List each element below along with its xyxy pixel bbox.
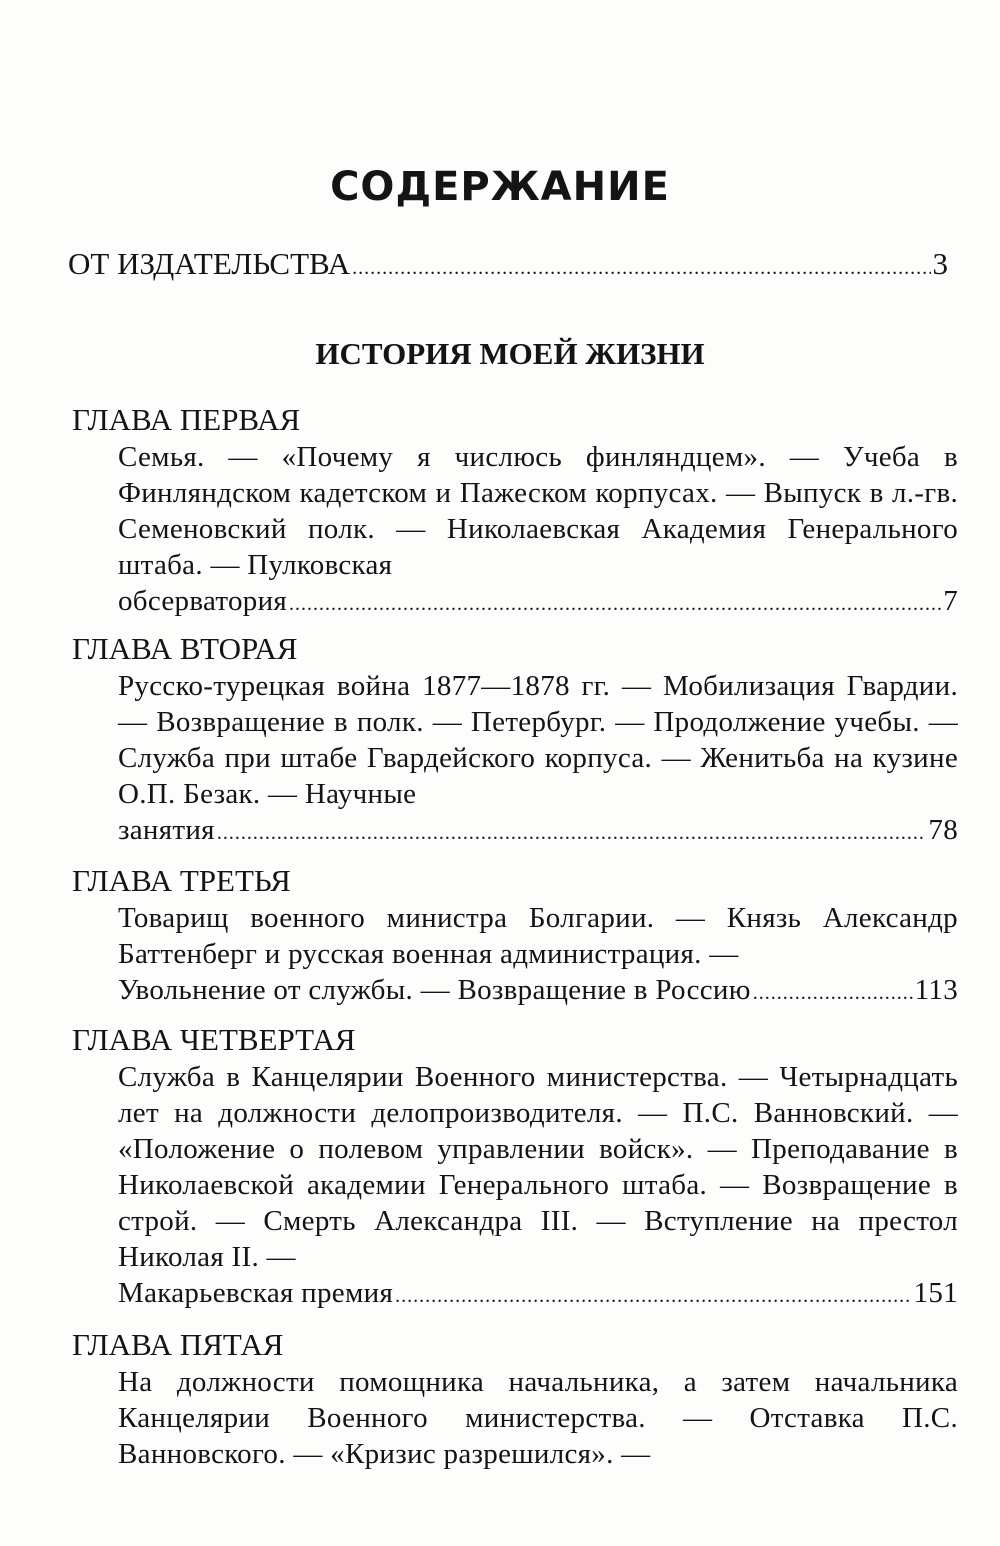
chapter-description <box>118 1059 958 1314</box>
toc-entry-label: ОТ ИЗДАТЕЛЬСТВА <box>68 246 351 281</box>
toc-entry-publisher[interactable] <box>68 244 948 288</box>
toc-chapter-4[interactable] <box>72 1021 958 1314</box>
page-title: СОДЕРЖАНИЕ <box>330 164 670 210</box>
chapter-summary: Товарищ военного министра Болгарии. — Князь Александр Баттенберг и русская военная администрация. — <box>118 902 958 970</box>
chapter-summary: На должности помощника начальника, а затем начальника Канцелярии Военного министерства. — Отставка П.С. Ванновского. — «Кризис разрешился». — <box>118 1366 958 1470</box>
toc-page-number: 113 <box>914 974 958 1006</box>
toc-chapter-5[interactable] <box>72 1326 958 1472</box>
chapter-summary: Русско-турецкая война 1877—1878 гг. — Мобилизация Гвардии. — Возвращение в полк. — Петербург. — Продолжение учебы. — Служба при штабе Гвардейского корпуса. — Женитьба на кузине О.П. Безак. — Научные <box>118 670 958 810</box>
chapter-title: ГЛАВА ЧЕТВЕРТАЯ <box>72 1022 356 1057</box>
chapter-summary-end: занятия <box>118 814 215 846</box>
toc-page-number: 78 <box>928 814 958 846</box>
chapter-summary-end: Макарьевская премия <box>118 1277 394 1309</box>
chapter-description <box>118 900 958 1011</box>
dot-leader <box>395 1275 912 1314</box>
chapter-summary: Служба в Канцелярии Военного министерства. — Четырнадцать лет на должности делопроизводителя. — П.С. Ванновский. — «Положение о полевом управлении войск». — Преподавание в Николаевской академии Генерального штаба. — Возвращение в строй. — Смерть Александра III. — Вступление на престол Николая II. — <box>118 1061 958 1273</box>
toc-page-number: 7 <box>943 585 958 617</box>
chapter-summary-end: Увольнение от службы. — Возвращение в Россию <box>118 974 751 1006</box>
chapter-title: ГЛАВА ТРЕТЬЯ <box>72 863 291 898</box>
chapter-summary-end: обсерватория <box>118 585 288 617</box>
part-title: ИСТОРИЯ МОЕЙ ЖИЗНИ <box>315 336 705 371</box>
dot-leader <box>217 812 927 851</box>
toc-chapter-1[interactable] <box>72 401 958 622</box>
toc-chapter-3[interactable] <box>72 862 958 1011</box>
chapter-description <box>118 439 958 622</box>
dot-leader <box>753 972 913 1011</box>
chapter-title: ГЛАВА ВТОРАЯ <box>72 631 298 666</box>
chapter-description <box>118 668 958 851</box>
chapter-title: ГЛАВА ПЕРВАЯ <box>72 402 301 437</box>
toc-page-number: 3 <box>932 246 948 281</box>
chapter-description <box>118 1364 958 1472</box>
toc-chapter-2[interactable] <box>72 630 958 851</box>
chapter-title: ГЛАВА ПЯТАЯ <box>72 1327 284 1362</box>
dot-leader <box>352 244 930 288</box>
dot-leader <box>289 583 941 622</box>
chapter-summary: Семья. — «Почему я числюсь финляндцем». — Учеба в Финляндском кадетском и Пажеском корпусах. — Выпуск в л.-гв. Семеновский полк. — Николаевская Академия Генерального штаба. — Пулковская <box>118 441 958 581</box>
toc-page-number: 151 <box>913 1277 958 1309</box>
